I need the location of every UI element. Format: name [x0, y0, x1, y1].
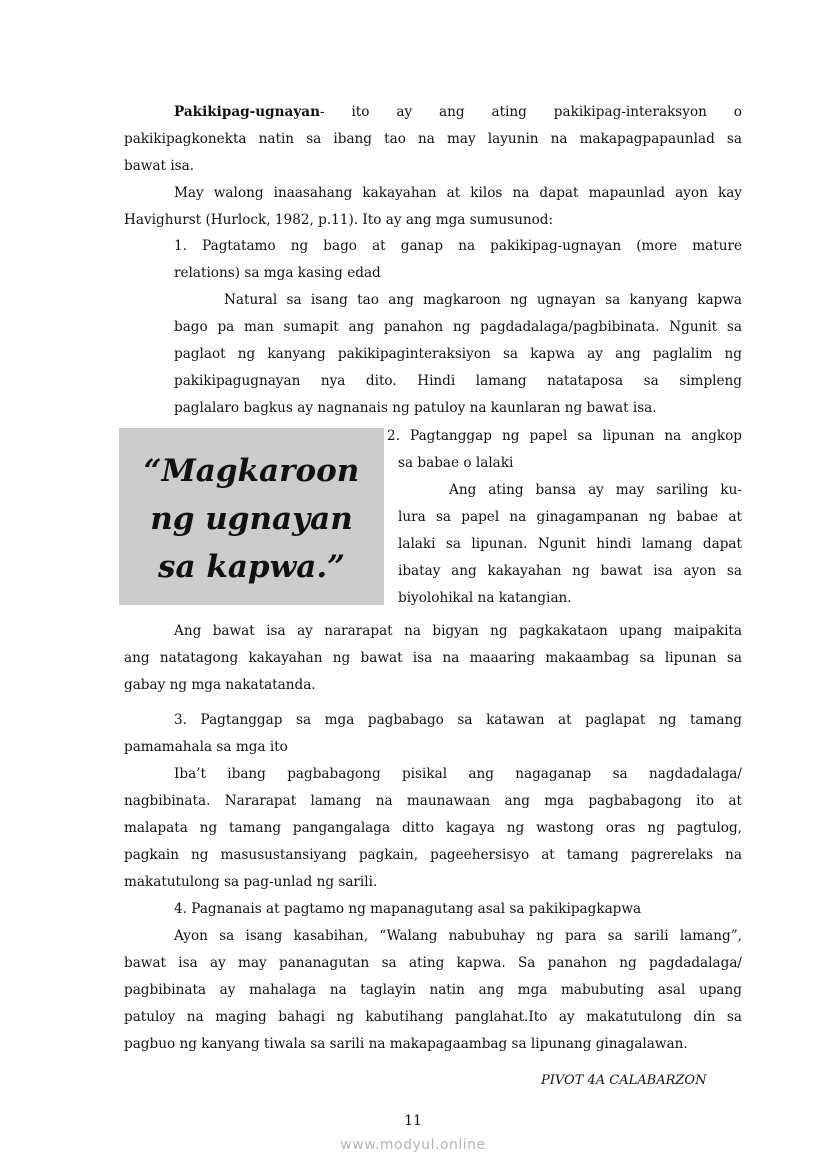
text-line: ang natatagong kakayahan ng bawat isa na maaaring makaambag sa lipunan sa — [124, 650, 742, 666]
watermark: www.modyul.online — [340, 1137, 486, 1153]
pull-quote-box — [119, 428, 384, 605]
text-line: lalaki sa lipunan. Ngunit hindi lamang dapat — [398, 536, 742, 552]
text-line — [174, 103, 742, 121]
term-heading: Pakikipag-ugnayan — [174, 104, 320, 120]
text-line: Ang ating bansa ay may sariling ku- — [449, 482, 742, 498]
text-line: bago pa man sumapit ang panahon ng pagdadalaga/pagbibinata. Ngunit sa — [174, 319, 742, 335]
text-line: May walong inaasahang kakayahan at kilos na dapat mapaunlad ayon kay — [174, 185, 742, 201]
text-line: 3. Pagtanggap sa mga pagbabago sa katawan at paglapat ng tamang — [174, 712, 742, 728]
text-line: pakikipagugnayan nya dito. Hindi lamang natataposa sa simpleng — [174, 373, 742, 389]
text-line: paglaot ng kanyang pakikipaginteraksiyon sa kapwa ay ang paglalim ng — [174, 346, 742, 362]
text-line: relations) sa mga kasing edad — [174, 265, 381, 281]
text-line: 2. Pagtanggap ng papel sa lipunan na angkop — [387, 428, 742, 444]
text-line: lura sa papel na ginagampanan ng babae at — [398, 509, 742, 525]
text-line: sa babae o lalaki — [398, 455, 514, 471]
text-line: biyolohikal na katangian. — [398, 590, 572, 606]
text-line: 1. Pagtatamo ng bago at ganap na pakikipag-ugnayan (more mature — [174, 238, 742, 254]
text-line: makatutulong sa pag-unlad ng sarili. — [124, 874, 378, 890]
text-line: Iba’t ibang pagbabagong pisikal ang nagaganap sa nagdadalaga/ — [174, 766, 742, 782]
text-line: pamamahala sa mga ito — [124, 739, 288, 755]
text-line: Havighurst (Hurlock, 1982, p.11). Ito ay ang mga sumusunod: — [124, 212, 554, 228]
page-number: 11 — [404, 1113, 422, 1129]
text-line: paglalaro bagkus ay nagnanais ng patuloy na kaunlaran ng bawat isa. — [174, 400, 657, 416]
text-line: malapata ng tamang pangangalaga ditto kagaya ng wastong oras ng pagtulog, — [124, 820, 742, 836]
text-line: 4. Pagnanais at pagtamo ng mapanagutang asal sa pakikipagkapwa — [174, 901, 642, 917]
text-line: ibatay ang kakayahan ng bawat isa ayon sa — [398, 563, 742, 579]
term-definition: - ito ay ang ating pakikipag-interaksyon o — [319, 104, 742, 120]
pull-quote-line: ng ugnayan — [150, 501, 353, 537]
text-line: Ayon sa isang kasabihan, “Walang nabubuhay ng para sa sarili lamang”, — [174, 928, 742, 944]
text-line: pagkain ng masusustansiyang pagkain, pageehersisyo at tamang pagrerelaks na — [124, 847, 742, 863]
text-line: pagbibinata ay mahalaga na taglayin natin ang mga mabubuting asal upang — [124, 982, 742, 998]
text-line: gabay ng mga nakatatanda. — [124, 677, 316, 693]
text-line: Ang bawat isa ay nararapat na bigyan ng pagkakataon upang maipakita — [174, 623, 742, 639]
text-line: patuloy na maging bahagi ng kabutihang panglahat.Ito ay makatutulong din sa — [124, 1009, 742, 1025]
pull-quote-line: sa kapwa.” — [158, 549, 345, 585]
text-line: nagbibinata. Nararapat lamang na maunawaan ang mga pagbabagong ito at — [124, 793, 742, 809]
text-line: bawat isa. — [124, 158, 195, 174]
footer-source: PIVOT 4A CALABARZON — [541, 1073, 707, 1088]
text-line: Natural sa isang tao ang magkaroon ng ugnayan sa kanyang kapwa — [224, 292, 742, 308]
pull-quote-line: “Magkaroon — [143, 453, 360, 489]
text-line: pakikipagkonekta natin sa ibang tao na may layunin na makapagpapaunlad sa — [124, 131, 742, 147]
text-line: bawat isa ay may pananagutan sa ating kapwa. Sa panahon ng pagdadalaga/ — [124, 955, 742, 971]
text-line: pagbuo ng kanyang tiwala sa sarili na makapagaambag sa lipunang ginagalawan. — [124, 1036, 688, 1052]
